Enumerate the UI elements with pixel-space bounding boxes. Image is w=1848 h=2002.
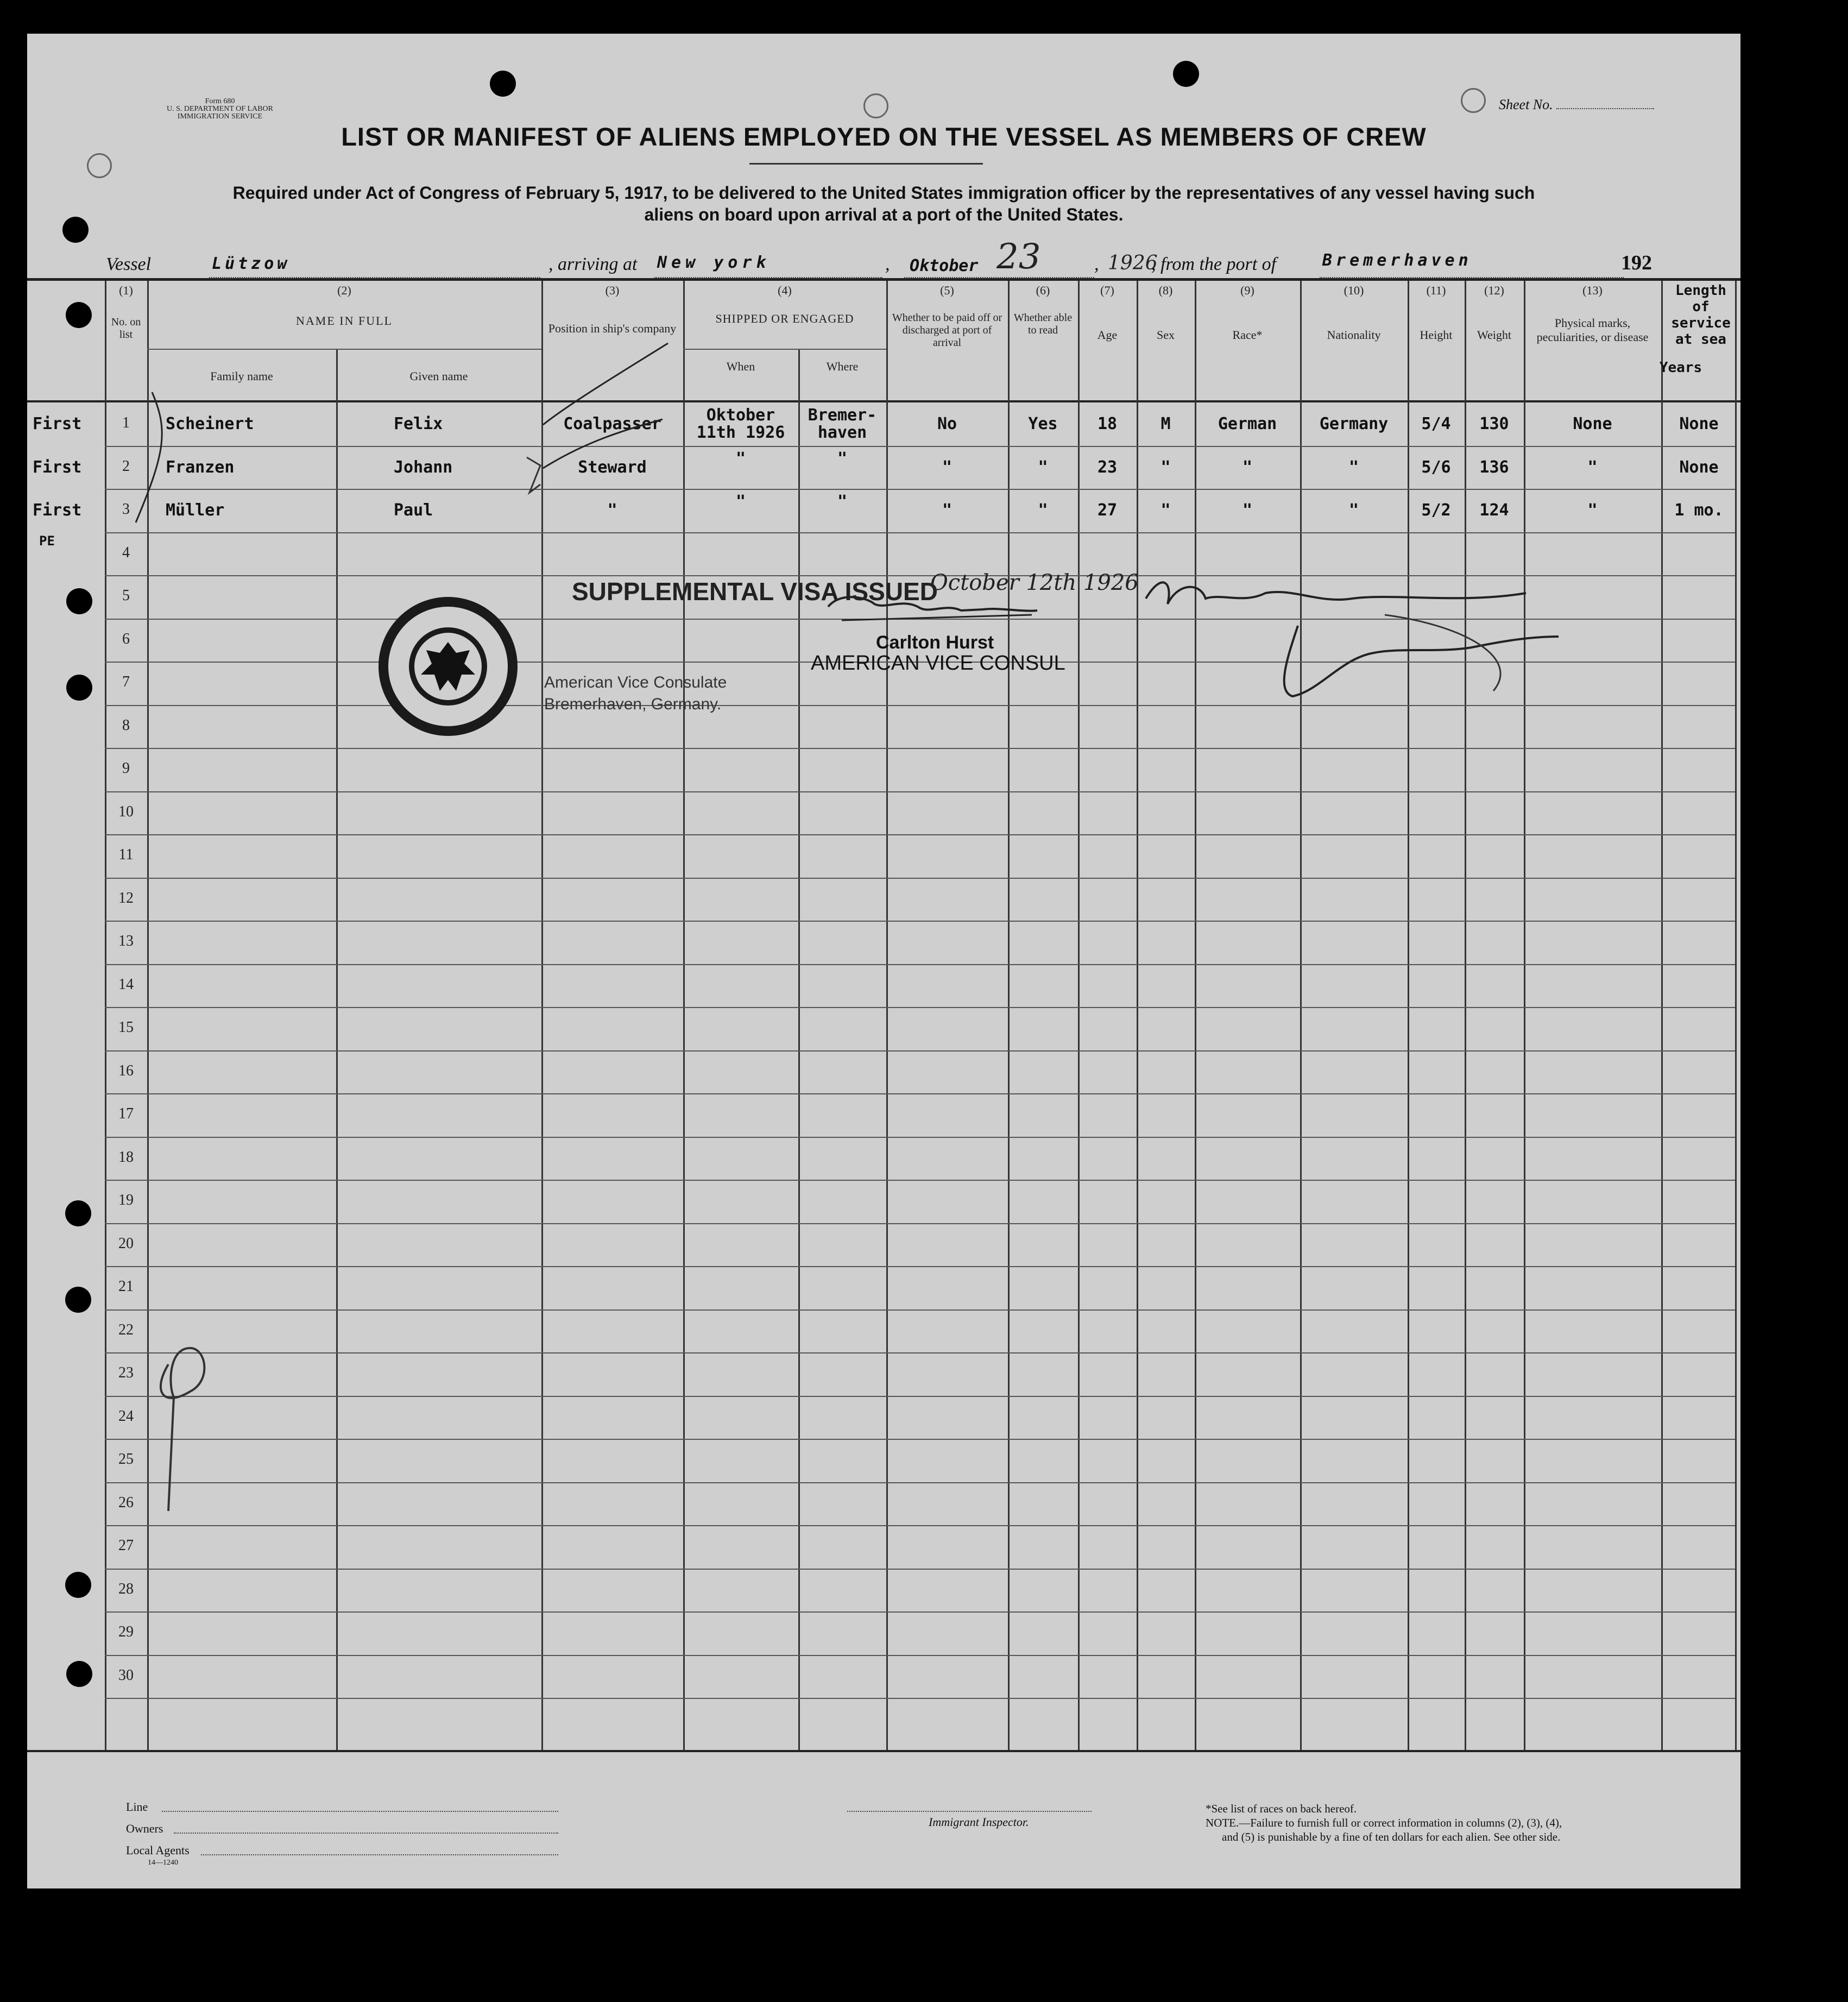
vessel-name: Lützow	[212, 254, 291, 273]
col-physical-marks: Physical marks, peculiarities, or disease	[1536, 316, 1649, 344]
row-number: 12	[118, 889, 134, 906]
consulate-line-2: Bremerhaven, Germany.	[544, 695, 722, 713]
manifest-sheet	[27, 34, 1740, 1888]
height-cell: 5/4	[1421, 414, 1451, 433]
row-number: 19	[118, 1192, 134, 1208]
row-number: 10	[118, 803, 134, 820]
row-number: 27	[118, 1537, 134, 1554]
row-number: 17	[118, 1105, 134, 1122]
col-4-number: (4)	[778, 284, 792, 297]
arrival-year: 1926	[1108, 252, 1158, 274]
sheet-number-label: Sheet No.	[1499, 97, 1553, 112]
footer-note-3: and (5) is punishable by a fine of ten dollars for each alien. See other side.	[1222, 1830, 1561, 1843]
row-number: 29	[118, 1623, 134, 1640]
row-number: 4	[122, 544, 130, 561]
row-number: 15	[118, 1019, 134, 1036]
row-number: 16	[118, 1062, 134, 1079]
row-number: 23	[118, 1364, 134, 1381]
position-cell: Coalpasser	[563, 414, 661, 433]
row-number: 14	[118, 975, 134, 993]
inspector-label: Immigrant Inspector.	[929, 1815, 1029, 1829]
department-text: U. S. DEPARTMENT OF LABOR	[167, 105, 273, 113]
paid-off-cell: "	[942, 457, 953, 477]
length-of-service-cell: None	[1679, 457, 1719, 477]
printed-year: 192	[1621, 251, 1652, 274]
arrival-day: 23	[996, 237, 1041, 277]
able-to-read-cell: "	[1038, 457, 1048, 477]
row-number: 20	[118, 1235, 134, 1252]
shipped-when-cell: "	[735, 449, 746, 468]
shipped-where-cell: "	[837, 449, 848, 468]
nationality-cell: Germany	[1319, 414, 1389, 433]
row-number: 11	[118, 846, 134, 863]
nationality-cell: "	[1348, 501, 1359, 520]
subtitle-line-1: Required under Act of Congress of February 5, 1917, to be delivered to the United States immigration officer by the representatives of any vessel having such	[232, 183, 1535, 203]
position-cell: Steward	[578, 457, 647, 477]
col-weight: Weight	[1477, 328, 1511, 342]
subtitle-line-2: aliens on board upon arrival at a port of the United States.	[644, 205, 1124, 224]
handwritten-signatures	[27, 278, 1740, 1788]
given-name-cell: Felix	[394, 414, 443, 433]
age-cell: 23	[1097, 457, 1118, 477]
col-5-number: (5)	[940, 284, 954, 297]
row-number: 7	[122, 673, 130, 690]
race-cell: German	[1218, 414, 1277, 433]
page-title: LIST OR MANIFEST OF ALIENS EMPLOYED ON THE VESSEL AS MEMBERS OF CREW	[341, 122, 1427, 151]
footer-owners-label: Owners	[126, 1822, 163, 1835]
col-2-number: (2)	[337, 284, 351, 297]
col-nationality: Nationality	[1327, 328, 1381, 342]
punch-hole	[1173, 61, 1199, 87]
crew-side-cell: First	[33, 457, 82, 477]
consul-title: AMERICAN VICE CONSUL	[811, 652, 1065, 675]
row-number: 6	[122, 630, 130, 647]
race-cell: "	[1242, 501, 1253, 520]
consulate-line-1: American Vice Consulate	[544, 673, 727, 691]
col-shipped-or-engaged: SHIPPED OR ENGAGED	[715, 312, 854, 325]
family-name-cell: Franzen	[166, 457, 235, 477]
footer-code: 14—1240	[148, 1859, 178, 1867]
col-12-number: (12)	[1484, 284, 1504, 297]
punch-ring	[1461, 88, 1486, 113]
row-number: 13	[118, 933, 134, 949]
col-name-in-full: NAME IN FULL	[296, 314, 393, 328]
row-number: 9	[122, 760, 130, 777]
physical-marks-cell: "	[1587, 457, 1598, 477]
form-number	[138, 98, 301, 121]
age-cell: 18	[1097, 414, 1118, 433]
from-label: , from the port of	[1151, 254, 1277, 274]
col-13-number: (13)	[1582, 284, 1603, 297]
sex-cell: "	[1160, 457, 1171, 477]
col-10-number: (10)	[1344, 284, 1364, 297]
row-number: 8	[122, 716, 130, 734]
paid-off-cell: No	[937, 414, 957, 433]
physical-marks-cell: None	[1573, 414, 1612, 433]
arriving-label: , arriving at	[548, 254, 638, 274]
consul-name: Carlton Hurst	[876, 632, 994, 653]
col-able-to-read: Whether able to read	[1013, 312, 1073, 336]
shipped-when-cell: Oktober	[706, 406, 775, 425]
departure-port: Bremerhaven	[1322, 251, 1472, 270]
arrival-port: New york	[657, 253, 771, 272]
shipped-where-cell: Bremer-	[808, 406, 877, 425]
nationality-cell: "	[1348, 457, 1359, 477]
col-age: Age	[1097, 328, 1118, 342]
crew-side-cell: First	[33, 414, 82, 433]
race-cell: "	[1242, 457, 1253, 477]
service-text: IMMIGRATION SERVICE	[177, 112, 263, 121]
age-cell: 27	[1097, 501, 1118, 520]
position-cell: "	[607, 501, 617, 520]
footer-note	[1206, 1802, 1562, 1844]
row-number: 5	[122, 587, 130, 604]
height-cell: 5/2	[1421, 501, 1451, 520]
vessel-label: Vessel	[106, 254, 152, 274]
col-9-number: (9)	[1240, 284, 1254, 297]
row-number: 28	[118, 1580, 134, 1597]
row-number: 1	[122, 414, 130, 431]
col-where: Where	[826, 360, 859, 373]
voyage-line: Vessel Lützow , arriving at New york , Oktober 23 , 1926 , from the port of Bremerhaven 192	[106, 237, 1652, 277]
col-years: Years	[1659, 360, 1702, 376]
visa-date: October 12th 1926	[930, 570, 1139, 595]
col-height: Height	[1420, 328, 1453, 342]
row-number: 3	[122, 501, 130, 518]
row-number: 25	[118, 1451, 134, 1468]
shipped-when-cell: "	[735, 492, 746, 511]
row-number: 30	[118, 1666, 134, 1684]
weight-cell: 130	[1479, 414, 1509, 433]
arrival-month: Oktober	[910, 256, 979, 275]
col-1-number: (1)	[119, 284, 133, 297]
punch-ring	[863, 93, 888, 118]
family-name-cell: Scheinert	[166, 414, 254, 433]
family-name-cell: Müller	[166, 501, 225, 520]
row-number: 2	[122, 457, 130, 475]
col-no-on-list: No. on list	[111, 316, 141, 341]
footer-note-2: NOTE.—Failure to furnish full or correct information in columns (2), (3), (4),	[1206, 1816, 1562, 1829]
able-to-read-cell: "	[1038, 501, 1048, 520]
col-6-number: (6)	[1036, 284, 1050, 297]
col-position: Position in ship's company	[548, 322, 677, 335]
given-name-cell: Johann	[394, 457, 453, 477]
footer-line-label: Line	[126, 1800, 148, 1814]
crew-side-cell: First	[33, 501, 82, 520]
footer	[27, 1788, 1740, 1888]
physical-marks-cell: "	[1587, 501, 1598, 520]
row-number: 21	[118, 1278, 134, 1295]
sex-cell: "	[1160, 501, 1171, 520]
shipped-where-cell: "	[837, 492, 848, 511]
punch-hole	[490, 71, 516, 97]
col-family-name: Family name	[210, 369, 273, 383]
col-3-number: (3)	[605, 284, 620, 297]
col-8-number: (8)	[1158, 284, 1173, 297]
row-number: 26	[118, 1494, 134, 1511]
col-given-name: Given name	[409, 369, 468, 383]
weight-cell: 136	[1479, 457, 1509, 477]
footer-note-1: *See list of races on back hereof.	[1206, 1802, 1357, 1815]
row-number: 18	[118, 1148, 134, 1166]
able-to-read-cell: Yes	[1028, 414, 1058, 433]
length-of-service-cell: None	[1679, 414, 1719, 433]
shipped-where-cell-line-2: haven	[817, 423, 867, 442]
height-cell: 5/6	[1421, 457, 1451, 477]
col-sex: Sex	[1157, 328, 1175, 342]
row-number: 22	[118, 1321, 134, 1338]
col-length-of-service: Length of service at sea	[1671, 282, 1731, 348]
form-number-text: Form 680	[205, 97, 235, 105]
col-11-number: (11)	[1426, 284, 1446, 297]
col-race: Race*	[1232, 328, 1263, 342]
col-when: When	[726, 360, 755, 373]
row-number: 24	[118, 1407, 134, 1425]
col-paid-off: Whether to be paid off or discharged at port of arrival	[892, 312, 1002, 349]
crew-table	[27, 278, 1740, 1788]
col-7-number: (7)	[1100, 284, 1114, 297]
given-name-cell: Paul	[394, 501, 433, 520]
paid-off-cell: "	[942, 501, 953, 520]
visa-stamp-text: SUPPLEMENTAL VISA ISSUED	[572, 577, 938, 606]
weight-cell: 124	[1479, 501, 1509, 520]
margin-pe-mark: PE	[39, 533, 55, 549]
sheet-number	[1499, 97, 1654, 113]
sex-cell: M	[1160, 414, 1171, 433]
length-of-service-cell: 1 mo.	[1674, 501, 1724, 520]
shipped-when-cell-line-2: 11th 1926	[696, 423, 785, 442]
punch-ring	[87, 153, 112, 178]
footer-agents-label: Local Agents	[126, 1843, 190, 1857]
